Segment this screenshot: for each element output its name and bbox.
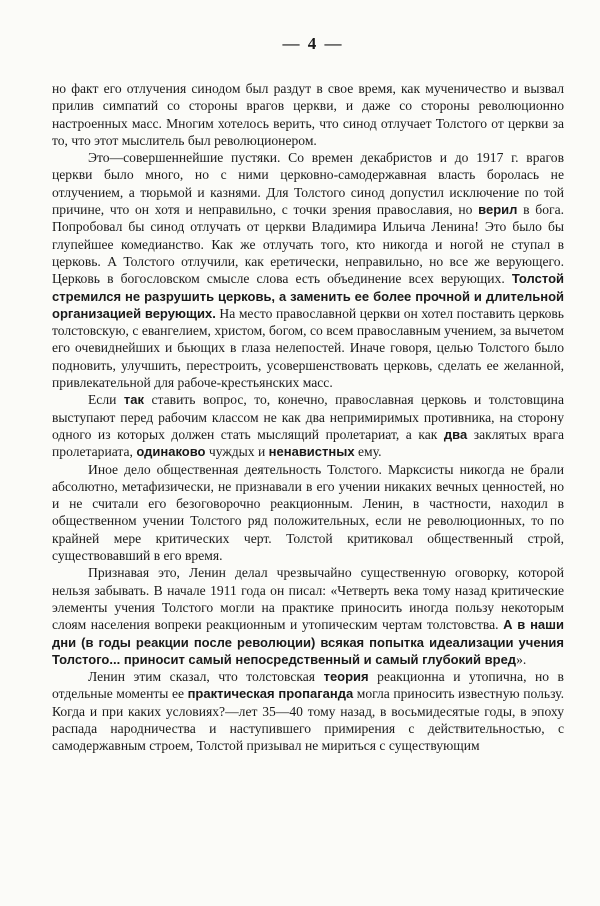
emphasized-text: так [123,392,144,408]
emphasized-text: практическая пропаганда [187,686,354,702]
emphasized-text: А в наши дни (в годы реакции после революции) всякая попытка идеализации учения Толстого... приносит самый непосредственный и самый глубокий вред [52,617,564,667]
emphasized-text: два [443,426,468,442]
paragraph [52,668,564,754]
emphasized-text: ненавистных [268,444,355,460]
text-run: реакционна и утопична, но в отдельные моменты ее [52,669,564,702]
text-run: Это—совершеннейшие пустяки. Со времен декабристов и до 1917 г. врагов церкви было много, но с ними церковно-самодержавная власть боролась не отлучением, а тюрьмой и казнями. Для Толстого синод допустил исключение по той причине, что он хотя и неправильно, с точки зрения православия, но [52,150,564,218]
text-run: ». [516,651,527,667]
text-run: Если [88,392,124,408]
text-run: Признавая это, Ленин делал чрезвычайно существенную оговорку, которой нельзя забывать. В начале 1911 года он писал: «Четверть века тому назад критические элементы учения Толстого могли на практике приносить иногда пользу некоторым слоям населения вопреки реакционным и утопическим чертам толстовства. [52,565,564,633]
emphasized-text: теория [323,669,369,685]
text-run: чуждых и [205,444,269,460]
text-run: могла приносить известную пользу. Когда и при каких условиях?—лет 35—40 тому назад, в восьмидесятые годы, в эпоху распада народничества и наступившего примирения с действительностью, с самодержавным строем, Толстой призывал не мириться с существующим [52,686,564,754]
emphasized-text: одинаково [136,444,206,460]
text-run: в бога. Попробовал бы синод отлучать от церкви Владимира Ильича Ленина! Это было бы глупейшее комедианство. Как же отлучать того, кто никогда и ногой не ступал в церковь. А Толстого отлучили, как еретически, неправильно, но все же верующего. Церковь в богословском смысле слова есть объединение всех верующих. [52,202,564,287]
paragraph [52,80,564,149]
paragraph [52,391,564,460]
text-run: заклятых врага пролетариата, [52,426,564,460]
text-run: ставить вопрос, то, конечно, православная церковь и толстовщина выступают перед рабочим классом не как два непримиримых противника, на сторону одного из которых должен стать мыслящий пролетариат, а как [52,392,564,442]
emphasized-text: верил [478,202,518,218]
body-text [52,80,564,755]
text-run: ему. [354,444,382,460]
emphasized-text: Толстой стремился не разрушить церковь, а заменить ее более прочной и длительной организацией верующих. [52,271,564,321]
text-run: Ленин этим сказал, что толстовская [88,669,324,685]
paragraph [52,564,564,668]
paragraph [52,461,564,565]
text-run: но факт его отлучения синодом был раздут в свое время, как мученичество и вызвал прилив симпатий со стороны врагов церкви, и даже со стороны революционно настроенных масс. Многим хотелось верить, что синод отлучает Толстого от церкви за то, что этот мыслитель был революционером. [52,81,564,148]
text-run: На место православной церкви он хотел поставить церковь толстовскую, с евангелием, христом, богом, со всем православным учением, за вычетом его очевиднейших и бьющих в глаза нелепостей. Иначе говоря, целью Толстого было подновить, улучшить, перестроить, усовершенствовать церковь, сделать ее желанной, привлекательной для рабоче-крестьянских масс. [52,305,564,391]
text-run: Иное дело общественная деятельность Толстого. Марксисты никогда не брали абсолютно, метафизически, не признавали в его учении никаких вечных ценностей, но и не считали его безоговорочно реакционным. Ленин, в частности, находил в общественном учении Толстого ряд положительных, если не революционных, то по крайней мере критических черт. Толстой критиковал общественный строй, существовавший в его время. [52,461,564,564]
paragraph [52,149,564,391]
page-number: — 4 — [282,34,344,53]
